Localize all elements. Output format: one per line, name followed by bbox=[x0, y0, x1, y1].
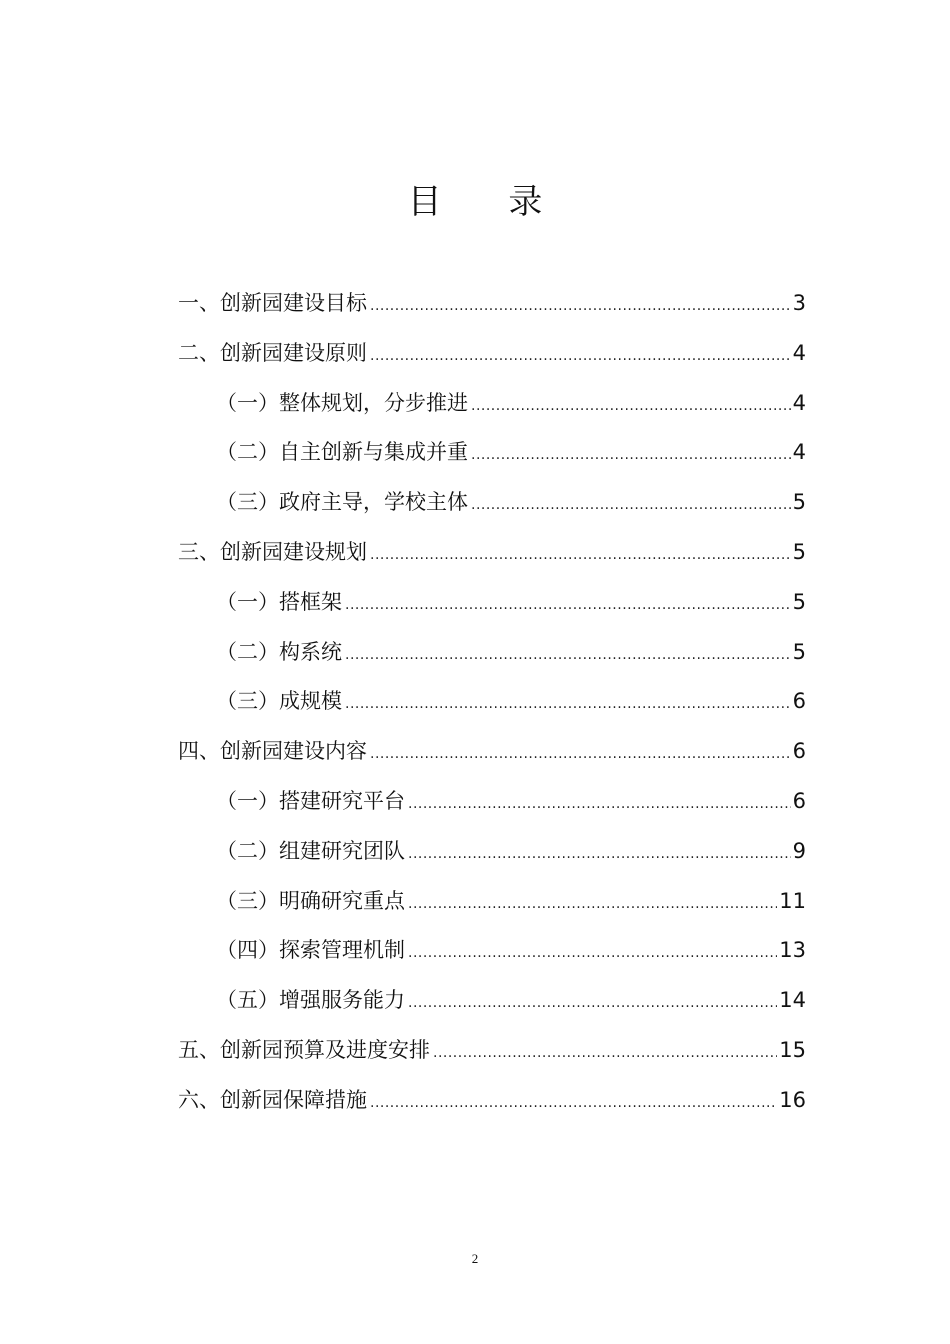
toc-entry-title: （一）搭框架 bbox=[216, 589, 342, 614]
toc-dot-leader bbox=[370, 535, 791, 575]
toc-dot-leader bbox=[408, 933, 777, 973]
toc-page-number: 14 bbox=[779, 988, 806, 1013]
toc-page-number: 5 bbox=[792, 539, 806, 564]
toc-dot-leader bbox=[370, 336, 791, 376]
toc-entry[interactable] bbox=[178, 980, 806, 1030]
toc-page-number: 4 bbox=[792, 340, 806, 365]
table-of-contents bbox=[178, 283, 806, 1130]
toc-entry-title: （三）成规模 bbox=[216, 689, 342, 714]
toc-entry[interactable] bbox=[178, 283, 806, 333]
page-title: 目 录 bbox=[407, 181, 571, 222]
toc-dot-leader bbox=[408, 983, 777, 1023]
toc-page-number: 3 bbox=[792, 291, 806, 315]
toc-entry-title: （四）探索管理机制 bbox=[216, 938, 405, 963]
toc-entry-title: 五、创新园预算及进度安排 bbox=[178, 1037, 430, 1062]
toc-entry[interactable] bbox=[178, 681, 806, 731]
toc-entry-title: （二）组建研究团队 bbox=[216, 838, 405, 863]
toc-page-number: 6 bbox=[792, 788, 806, 813]
toc-dot-leader bbox=[370, 286, 791, 326]
toc-entry-title: （三）政府主导，学校主体 bbox=[216, 490, 468, 515]
toc-dot-leader bbox=[408, 784, 791, 824]
page-footer-number: 2 bbox=[471, 1251, 479, 1266]
toc-entry-title: 六、创新园保障措施 bbox=[178, 1087, 367, 1112]
toc-entry[interactable] bbox=[178, 482, 806, 532]
toc-page-number: 11 bbox=[779, 888, 806, 913]
toc-entry-title: （一）搭建研究平台 bbox=[216, 788, 405, 813]
toc-dot-leader bbox=[370, 1083, 777, 1123]
toc-page-number: 15 bbox=[779, 1037, 806, 1062]
toc-dot-leader bbox=[370, 734, 791, 774]
toc-dot-leader bbox=[408, 884, 777, 924]
toc-dot-leader bbox=[471, 386, 791, 426]
toc-entry-title: （五）增强服务能力 bbox=[216, 988, 405, 1013]
toc-page-number: 5 bbox=[792, 490, 806, 515]
toc-entry-title: 二、创新园建设原则 bbox=[178, 340, 367, 365]
toc-entry[interactable] bbox=[178, 432, 806, 482]
toc-dot-leader bbox=[471, 435, 791, 475]
toc-dot-leader bbox=[345, 684, 791, 724]
toc-page-number: 6 bbox=[792, 739, 806, 764]
toc-entry[interactable] bbox=[178, 333, 806, 383]
toc-entry[interactable] bbox=[178, 532, 806, 582]
toc-entry-title: （三）明确研究重点 bbox=[216, 888, 405, 913]
toc-entry[interactable] bbox=[178, 632, 806, 682]
toc-entry[interactable] bbox=[178, 1030, 806, 1080]
toc-dot-leader bbox=[345, 635, 791, 675]
toc-entry[interactable] bbox=[178, 731, 806, 781]
toc-page-number: 4 bbox=[792, 440, 806, 465]
toc-page-number: 16 bbox=[779, 1087, 806, 1112]
toc-entry[interactable] bbox=[178, 881, 806, 931]
toc-entry[interactable] bbox=[178, 582, 806, 632]
toc-entry-title: （二）构系统 bbox=[216, 639, 342, 664]
toc-entry[interactable] bbox=[178, 781, 806, 831]
toc-page-number: 5 bbox=[792, 639, 806, 664]
toc-entry-title: 四、创新园建设内容 bbox=[178, 739, 367, 764]
toc-entry-title: 三、创新园建设规划 bbox=[178, 539, 367, 564]
toc-entry[interactable] bbox=[178, 930, 806, 980]
toc-entry[interactable] bbox=[178, 1080, 806, 1130]
toc-dot-leader bbox=[433, 1033, 777, 1073]
toc-entry-title: （一）整体规划，分步推进 bbox=[216, 390, 468, 415]
toc-entry[interactable] bbox=[178, 383, 806, 433]
toc-page-number: 13 bbox=[779, 938, 806, 963]
toc-entry-title: 一、创新园建设目标 bbox=[178, 291, 367, 315]
toc-page-number: 6 bbox=[792, 689, 806, 714]
toc-entry[interactable] bbox=[178, 831, 806, 881]
toc-page-number: 5 bbox=[792, 589, 806, 614]
toc-entry-title: （二）自主创新与集成并重 bbox=[216, 440, 468, 465]
toc-dot-leader bbox=[408, 834, 791, 874]
toc-page-number: 9 bbox=[792, 838, 806, 863]
toc-dot-leader bbox=[345, 585, 791, 625]
toc-dot-leader bbox=[471, 485, 791, 525]
toc-page-number: 4 bbox=[792, 390, 806, 415]
